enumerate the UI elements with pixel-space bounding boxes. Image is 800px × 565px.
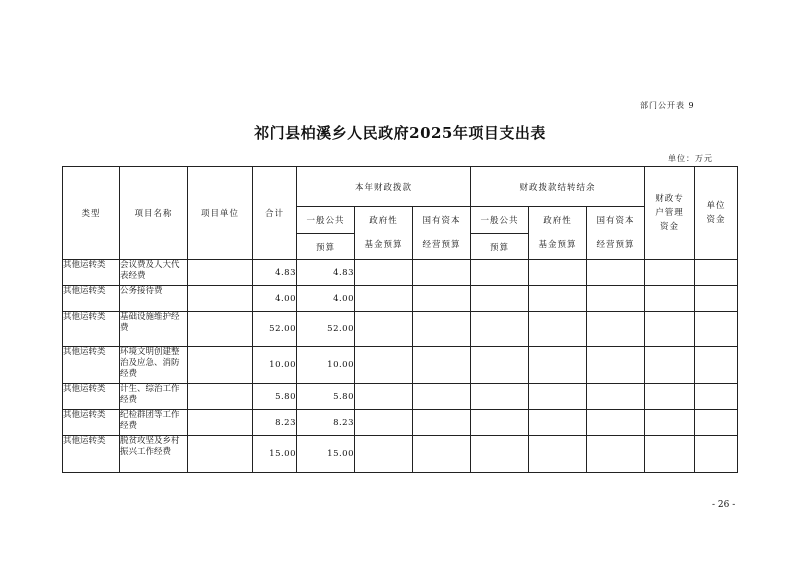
table-row — [63, 312, 738, 347]
cell-co-gov — [529, 410, 587, 436]
cell-project-name: 环境文明创建整治及应急、消防经费 — [120, 347, 188, 384]
header-cur-state-line1: 国有资本 — [422, 216, 461, 226]
cell-co-general — [471, 312, 529, 347]
cell-cur-state — [413, 260, 471, 286]
header-project-name: 项目名称 — [120, 167, 188, 260]
header-co-gov-line1: 政府性 — [543, 216, 572, 226]
cell-co-gov — [529, 260, 587, 286]
cell-type: 其他运转类 — [63, 347, 120, 384]
cell-total: 8.23 — [253, 410, 297, 436]
cell-unit-fund — [695, 312, 738, 347]
cell-co-gov — [529, 286, 587, 312]
cell-cur-general: 4.00 — [297, 286, 355, 312]
table-row — [63, 347, 738, 384]
cell-project-unit — [188, 286, 253, 312]
cell-co-general — [471, 347, 529, 384]
header-cur-gov-line1: 政府性 — [369, 216, 398, 226]
cell-cur-gov — [355, 436, 413, 473]
header-co-state-line1: 国有资本 — [596, 216, 635, 226]
header-cur-gov-fund — [355, 207, 413, 260]
cell-co-general — [471, 384, 529, 410]
cell-co-gov — [529, 347, 587, 384]
cell-special — [645, 410, 695, 436]
cell-cur-gov — [355, 347, 413, 384]
cell-co-general — [471, 410, 529, 436]
header-current-year-group: 本年财政拨款 — [297, 167, 471, 207]
cell-special — [645, 347, 695, 384]
cell-project-name: 脱贫攻坚及乡村振兴工作经费 — [120, 436, 188, 473]
cell-type: 其他运转类 — [63, 312, 120, 347]
header-unitfund-line1: 单位 — [706, 201, 726, 211]
table-row — [63, 410, 738, 436]
header-co-gov-line2: 基金预算 — [538, 240, 577, 250]
header-co-general-1: 一般公共 — [471, 207, 529, 234]
cell-cur-state — [413, 410, 471, 436]
header-project-unit: 项目单位 — [188, 167, 253, 260]
page-title: 祁门县柏溪乡人民政府2025年项目支出表 — [254, 124, 546, 142]
cell-cur-gov — [355, 410, 413, 436]
header-special-line2: 户管理 — [655, 208, 684, 218]
cell-co-gov — [529, 384, 587, 410]
cell-cur-gov — [355, 384, 413, 410]
cell-unit-fund — [695, 436, 738, 473]
cell-unit-fund — [695, 410, 738, 436]
header-carryover-group: 财政拨款结转结余 — [471, 167, 645, 207]
cell-cur-gov — [355, 260, 413, 286]
cell-co-state — [587, 260, 645, 286]
header-special-line3: 资金 — [660, 222, 680, 232]
header-cur-general-2: 预算 — [297, 234, 355, 260]
table-row — [63, 260, 738, 286]
cell-type: 其他运转类 — [63, 436, 120, 473]
cell-cur-general: 10.00 — [297, 347, 355, 384]
cell-co-gov — [529, 312, 587, 347]
cell-total: 52.00 — [253, 312, 297, 347]
cell-co-general — [471, 436, 529, 473]
cell-project-unit — [188, 436, 253, 473]
header-co-state-capital — [587, 207, 645, 260]
cell-co-state — [587, 312, 645, 347]
cell-project-unit — [188, 347, 253, 384]
cell-type: 其他运转类 — [63, 410, 120, 436]
cell-total: 5.80 — [253, 384, 297, 410]
cell-co-state — [587, 410, 645, 436]
cell-co-gov — [529, 436, 587, 473]
cell-unit-fund — [695, 347, 738, 384]
cell-cur-state — [413, 286, 471, 312]
cell-project-name: 公务接待费 — [120, 286, 188, 312]
cell-co-state — [587, 436, 645, 473]
cell-total: 15.00 — [253, 436, 297, 473]
table-row — [63, 384, 738, 410]
header-cur-state-capital — [413, 207, 471, 260]
cell-type: 其他运转类 — [63, 260, 120, 286]
cell-project-unit — [188, 312, 253, 347]
cell-total: 4.00 — [253, 286, 297, 312]
cell-co-state — [587, 384, 645, 410]
cell-type: 其他运转类 — [63, 384, 120, 410]
cell-special — [645, 384, 695, 410]
cell-cur-general: 5.80 — [297, 384, 355, 410]
cell-cur-gov — [355, 312, 413, 347]
unit-label: 单位：万元 — [668, 154, 713, 163]
project-expenditure-table — [62, 166, 738, 473]
header-type: 类型 — [63, 167, 120, 260]
header-cur-state-line2: 经营预算 — [422, 240, 461, 250]
table-row — [63, 436, 738, 473]
cell-cur-state — [413, 384, 471, 410]
header-co-gov-fund — [529, 207, 587, 260]
cell-unit-fund — [695, 286, 738, 312]
cell-cur-general: 4.83 — [297, 260, 355, 286]
header-cur-general-1: 一般公共 — [297, 207, 355, 234]
cell-co-general — [471, 286, 529, 312]
cell-unit-fund — [695, 260, 738, 286]
cell-project-name: 纪检群团等工作经费 — [120, 410, 188, 436]
page-number: - 26 - — [712, 500, 736, 510]
cell-co-general — [471, 260, 529, 286]
cell-unit-fund — [695, 384, 738, 410]
cell-total: 4.83 — [253, 260, 297, 286]
cell-co-state — [587, 347, 645, 384]
cell-project-name: 基础设施维护经费 — [120, 312, 188, 347]
cell-cur-state — [413, 436, 471, 473]
header-special-line1: 财政专 — [655, 194, 684, 204]
cell-project-name: 计生、综治工作经费 — [120, 384, 188, 410]
header-co-general-2: 预算 — [471, 234, 529, 260]
cell-project-unit — [188, 384, 253, 410]
cell-co-state — [587, 286, 645, 312]
header-unit-fund — [695, 167, 738, 260]
cell-cur-general: 52.00 — [297, 312, 355, 347]
cell-type: 其他运转类 — [63, 286, 120, 312]
cell-project-name: 会议费及人大代表经费 — [120, 260, 188, 286]
header-total: 合计 — [253, 167, 297, 260]
cell-special — [645, 436, 695, 473]
header-co-state-line2: 经营预算 — [596, 240, 635, 250]
header-unitfund-line2: 资金 — [706, 215, 726, 225]
cell-project-unit — [188, 260, 253, 286]
cell-special — [645, 286, 695, 312]
cell-cur-state — [413, 347, 471, 384]
cell-cur-state — [413, 312, 471, 347]
cell-special — [645, 260, 695, 286]
cell-project-unit — [188, 410, 253, 436]
cell-special — [645, 312, 695, 347]
header-special-account — [645, 167, 695, 260]
table-number-label: 部门公开表 9 — [640, 101, 695, 110]
header-cur-gov-line2: 基金预算 — [364, 240, 403, 250]
table-row — [63, 286, 738, 312]
cell-total: 10.00 — [253, 347, 297, 384]
cell-cur-general: 15.00 — [297, 436, 355, 473]
cell-cur-general: 8.23 — [297, 410, 355, 436]
cell-cur-gov — [355, 286, 413, 312]
